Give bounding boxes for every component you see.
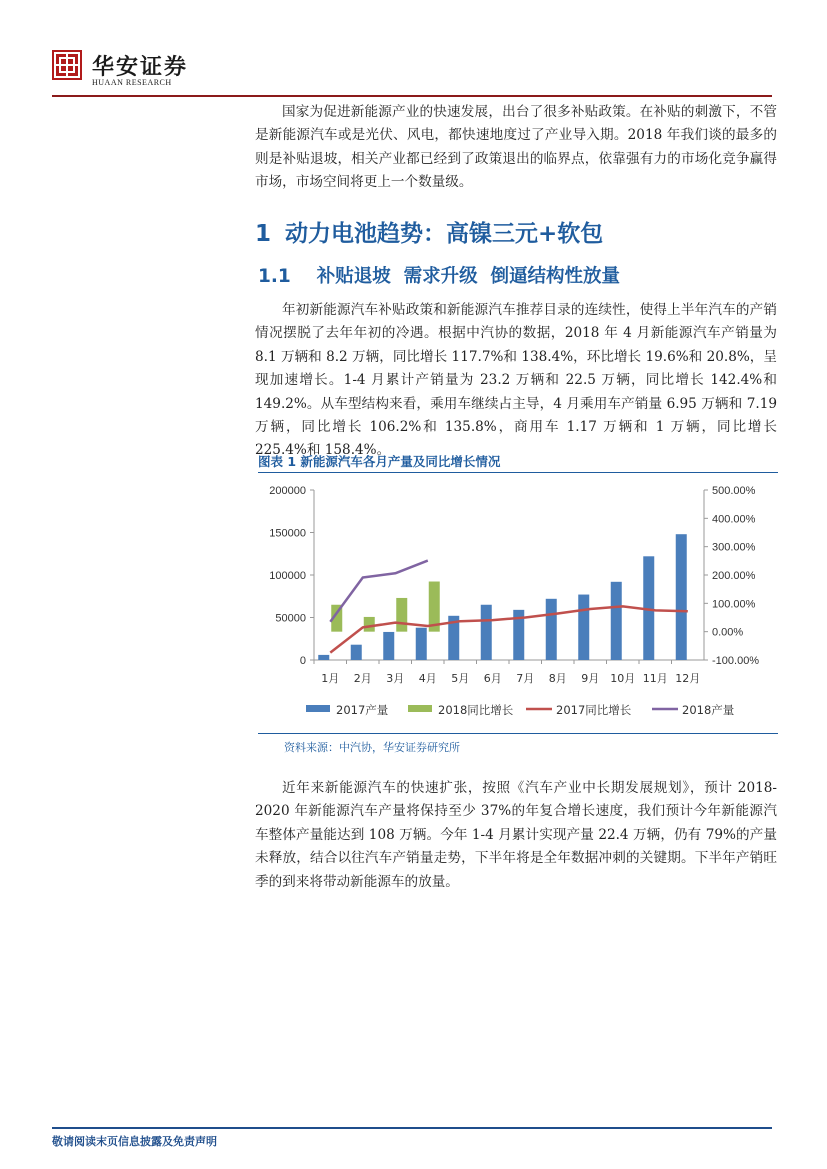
bar-2018同比增长	[396, 598, 407, 632]
brand-name-cn: 华安证券	[92, 54, 189, 80]
intro-paragraph	[255, 101, 777, 195]
subsection-heading	[258, 262, 620, 288]
x-tick-label: 4月	[418, 672, 437, 685]
x-tick-label: 7月	[516, 672, 535, 685]
x-tick-label: 2月	[353, 672, 372, 685]
legend-swatch	[408, 705, 432, 712]
left-tick-label: 150000	[269, 527, 306, 540]
legend-label: 2018产量	[682, 703, 735, 717]
figure-source: 资料来源：中汽协，华安证券研究所	[284, 741, 460, 754]
bar-2017产量	[383, 632, 394, 660]
right-tick-label: 400.00%	[712, 513, 756, 526]
bar-2017产量	[481, 605, 492, 660]
huaan-logo-icon	[52, 50, 82, 80]
header-divider	[52, 95, 772, 97]
x-tick-label: 8月	[548, 672, 567, 685]
legend-label: 2018同比增长	[438, 703, 514, 717]
right-tick-label: 200.00%	[712, 570, 756, 582]
right-tick-label: 0.00%	[712, 626, 744, 639]
body-paragraph-2	[255, 777, 777, 894]
section-number: 1	[255, 221, 272, 247]
figure-title: 图表 1 新能源汽车各月产量及同比增长情况	[258, 454, 501, 469]
x-tick-label: 10月	[610, 672, 636, 685]
body-paragraph-1	[255, 299, 777, 463]
intro-text: 国家为促进新能源产业的快速发展，出台了很多补贴政策。在补贴的刺激下，不管是新能源汽车或是光伏、风电，都快速地度过了产业导入期。2018 年我们谈的最多的则是补贴退坡，相关产业都已经到了政策退出的临界点，依靠强有力的市场化竞争赢得市场，市场空间将更上一个数量级。	[255, 104, 777, 191]
body-text-2: 近年来新能源汽车的快速扩张，按照《汽车产业中长期发展规划》，预计 2018-2020 年新能源汽车产量将保持至少 37%的年复合增长速度，我们预计今年新能源汽车整体产量能达到 108 万辆。今年 1-4 月累计实现产量 22.4 万辆，仍有 79%的产量未释放，结合以往汽车产销量走势，下半年将是全年数据冲刺的关键期。下半年产销旺季的到来将带动新能源车的放量。	[255, 780, 777, 890]
left-tick-label: 50000	[275, 612, 306, 625]
subsection-number: 1.1	[258, 266, 291, 287]
production-chart	[258, 474, 778, 732]
footer-disclaimer: 敬请阅读末页信息披露及免责声明	[52, 1135, 217, 1148]
x-tick-label: 12月	[675, 672, 701, 685]
figure-top-rule	[258, 472, 778, 473]
left-tick-label: 0	[299, 655, 306, 667]
footer-divider	[52, 1127, 772, 1129]
section-title: 动力电池趋势：高镍三元+软包	[285, 221, 604, 247]
bar-2017产量	[676, 534, 687, 660]
body-text-1: 年初新能源汽车补贴政策和新能源汽车推荐目录的连续性，使得上半年汽车的产销情况摆脱了去年年初的冷遇。根据中汽协的数据，2018 年 4 月新能源汽车产销量为 8.1 万辆和 8.2 万辆，同比增长 117.7%和 138.4%，环比增长 19.6%和 20.8%，呈现加速增长。1-4 月累计产销量为 23.2 万辆和 22.5 万辆，同比增长 142.4%和 149.2%。从车型结构来看，乘用车继续占主导，4 月乘用车产销量 6.95 万辆和 7.19 万辆，同比增长 106.2%和 135.8%，商用车 1.17 万辆和 1 万辆，同比增长 225.4%和 158.4%。	[255, 302, 777, 459]
figure-bottom-rule	[258, 733, 778, 734]
legend-swatch	[306, 705, 330, 712]
bar-2017产量	[416, 628, 427, 660]
right-tick-label: 500.00%	[712, 485, 756, 497]
right-tick-label: 100.00%	[712, 598, 756, 611]
legend-label: 2017产量	[336, 703, 389, 717]
x-tick-label: 9月	[581, 672, 600, 685]
x-tick-label: 11月	[642, 672, 668, 685]
x-tick-label: 5月	[451, 672, 470, 685]
brand-name-en: HUAAN RESEARCH	[92, 78, 172, 87]
bar-2018同比增长	[364, 617, 375, 632]
bar-2017产量	[546, 599, 557, 660]
x-tick-label: 6月	[483, 672, 502, 685]
x-tick-label: 1月	[321, 672, 340, 685]
section-heading	[255, 215, 603, 248]
legend-label: 2017同比增长	[556, 703, 632, 717]
subsection-title: 补贴退坡 需求升级 倒逼结构性放量	[316, 266, 621, 287]
x-tick-label: 3月	[386, 672, 405, 685]
bar-2017产量	[351, 645, 362, 660]
bar-2017产量	[578, 595, 589, 660]
right-tick-label: -100.00%	[712, 655, 760, 667]
line-2018产量	[330, 561, 428, 622]
left-tick-label: 100000	[269, 570, 306, 582]
right-tick-label: 300.00%	[712, 541, 756, 554]
bar-2017产量	[611, 582, 622, 660]
bar-2017产量	[318, 655, 329, 660]
left-tick-label: 200000	[269, 485, 306, 497]
page-header	[52, 48, 772, 94]
